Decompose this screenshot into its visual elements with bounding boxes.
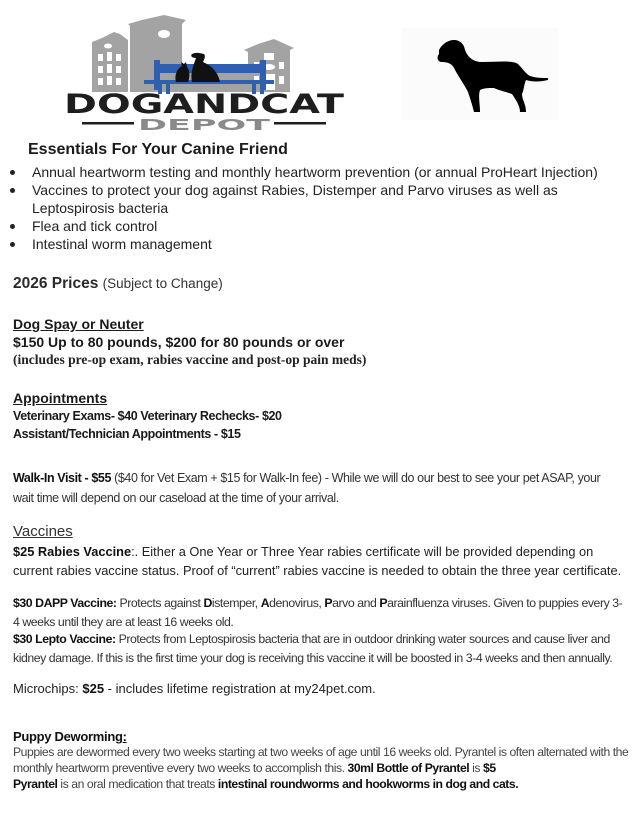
appointments-exams: Veterinary Exams- $40 Veterinary Rechecks- $20 (13, 409, 282, 423)
dogandcat-depot-logo (62, 12, 346, 130)
essentials-title: Essentials For Your Canine Friend (28, 141, 288, 158)
prices-subtitle: (Subject to Change) (102, 276, 223, 291)
walk-in-visit: Walk-In Visit - $55 ($40 for Vet Exam + $15 for Walk-In fee) - While we will do our best to see your pet ASAP, your wait time will depend on our caseload at the time of your arrival. (13, 471, 601, 505)
puppy-deworming-title: Puppy Deworming: (13, 729, 127, 744)
microchips: Microchips: $25 - includes lifetime registration at my24pet.com. (13, 681, 376, 696)
bullet-icon (10, 170, 15, 175)
logo-text-main: DOGANDCAT (64, 89, 345, 120)
bullet-icon (10, 224, 15, 229)
appointments-technician: Assistant/Technician Appointments - $15 (13, 427, 241, 441)
rabies-vaccine: $25 Rabies Vaccine:. Either a One Year or Three Year rabies certificate will be provided depending on current rabies vaccine status. Proof of “current” rabies vaccine is needed to obtain the three year certificate. (13, 544, 622, 578)
list-item: Vaccines to protect your dog against Rabies, Distemper and Parvo viruses as well as Leptospirosis bacteria (8, 181, 628, 217)
bullet-icon (10, 188, 15, 193)
dog-silhouette-icon (402, 28, 558, 120)
spay-neuter-prices: $150 Up to 80 pounds, $200 for 80 pounds or over (13, 334, 345, 350)
puppy-deworming-text: Puppies are dewormed every two weeks starting at two weeks of age until 16 weeks old. Pyrantel is often alternated with the monthly heartworm preventive every two weeks to accomplish this. 30ml Bottle of Pyrantel is $5 Pyrantel is an oral medication that treats intestinal roundworms and hookworms in dog and cats. (13, 745, 629, 791)
spay-neuter-includes: (includes pre-op exam, rabies vaccine and post-op pain meds) (13, 352, 367, 367)
walk-in-label: Walk-In Visit - $55 (13, 471, 111, 485)
appointments-title: Appointments (13, 390, 108, 406)
list-item: Intestinal worm management (8, 235, 628, 253)
dapp-vaccine: $30 DAPP Vaccine: Protects against Distemper, Adenovirus, Parvo and Parainfluenza viruses. Given to puppies every 3-4 weeks until they are at least 16 weeks old. (13, 596, 623, 629)
lepto-vaccine: $30 Lepto Vaccine: Protects from Leptospirosis bacteria that are in outdoor drinking water sources and cause liver and kidney damage. If this is the first time your dog is receiving this vaccine it will be boosted in 3-4 weeks and then annually. (13, 632, 613, 665)
prices-heading: 2026 Prices (Subject to Change) (13, 275, 223, 292)
vaccines-title: Vaccines (13, 523, 73, 540)
logo-graphic (62, 12, 346, 130)
spay-neuter-title: Dog Spay or Neuter (13, 316, 144, 332)
essentials-list (8, 163, 628, 253)
list-item: Flea and tick control (8, 217, 628, 235)
bullet-icon (10, 242, 15, 247)
logo-text-sub: DEPOT (138, 116, 272, 130)
list-item: Annual heartworm testing and monthly heartworm prevention (or annual ProHeart Injection) (8, 163, 628, 181)
